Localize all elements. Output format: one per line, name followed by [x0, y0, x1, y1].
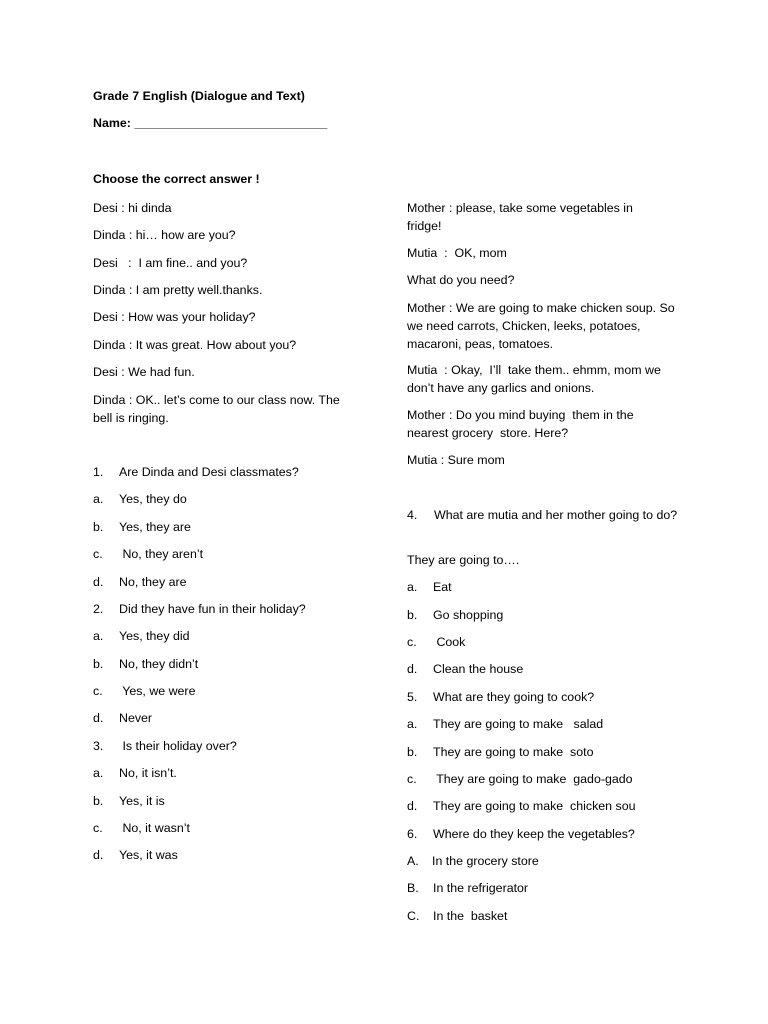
dialogue-line: What do you need?	[407, 273, 515, 287]
item-marker: d.	[93, 848, 104, 862]
item-marker: 1.	[93, 465, 104, 479]
dialogue-line: Desi : We had fun.	[93, 365, 195, 379]
item-text: What are mutia and her mother going to do?	[434, 508, 678, 522]
item-marker: b.	[407, 745, 418, 759]
item-marker: a.	[407, 717, 418, 731]
item-text: Never	[119, 711, 153, 725]
item-text: No, they are	[119, 575, 187, 589]
option-item	[93, 655, 198, 673]
option-item	[407, 770, 633, 788]
item-marker: 2.	[93, 602, 104, 616]
item-marker: a.	[93, 492, 104, 506]
prompt-line	[407, 551, 519, 569]
item-marker: A.	[407, 854, 419, 868]
item-text: No, they aren’t	[119, 547, 204, 561]
option-item	[407, 852, 539, 870]
item-text: They are going to….	[407, 553, 520, 567]
item-text: No, it isn’t.	[119, 766, 177, 780]
option-item	[93, 709, 152, 727]
item-marker: 6.	[407, 827, 418, 841]
item-text: They are going to make chicken sou	[433, 799, 636, 813]
item-text: Cook	[433, 635, 466, 649]
item-text: Is their holiday over?	[119, 739, 237, 753]
item-marker: d.	[93, 575, 104, 589]
option-item	[93, 518, 191, 536]
item-marker: C.	[407, 909, 420, 923]
item-marker: d.	[407, 662, 418, 676]
item-marker: b.	[93, 520, 104, 534]
item-marker: 3.	[93, 739, 104, 753]
option-item	[93, 682, 195, 700]
dialogue-line: Mother : We are going to make chicken soup. So we need carrots, Chicken, leeks, potatoes, macaroni, peas, tomatoes.	[407, 301, 675, 351]
question-item	[93, 463, 299, 481]
item-text: Are Dinda and Desi classmates?	[119, 465, 299, 479]
option-item	[407, 606, 503, 624]
question-item	[93, 737, 237, 755]
option-item	[93, 545, 203, 563]
item-text: Yes, they do	[119, 492, 187, 506]
item-text: What are they going to cook?	[433, 690, 595, 704]
item-marker: a.	[407, 580, 418, 594]
item-text: In the refrigerator	[433, 881, 529, 895]
item-text: No, it wasn’t	[119, 821, 190, 835]
option-item	[93, 573, 187, 591]
item-marker: d.	[407, 799, 418, 813]
question-item	[407, 825, 635, 843]
dialogue-line: Desi : hi dinda	[93, 201, 172, 215]
option-item	[93, 819, 190, 837]
item-marker: c.	[93, 547, 103, 561]
item-text: Yes, they are	[119, 520, 191, 534]
item-text: In the grocery store	[432, 854, 539, 868]
item-marker: a.	[93, 766, 104, 780]
dialogue-line: Mutia : Sure mom	[407, 453, 505, 467]
item-marker: 4.	[407, 508, 418, 522]
item-marker: c.	[407, 635, 417, 649]
option-item	[407, 907, 507, 925]
dialogue-line: Mother : please, take some vegetables in fridge!	[407, 201, 633, 233]
item-text: Yes, it was	[119, 848, 178, 862]
item-text: Eat	[433, 580, 452, 594]
option-item	[93, 490, 187, 508]
dialogue-line: Dinda : OK.. let’s come to our class now. The bell is ringing.	[93, 393, 340, 425]
question-item	[407, 688, 594, 706]
item-marker: c.	[93, 821, 103, 835]
item-marker: b.	[93, 657, 104, 671]
item-text: They are going to make soto	[433, 745, 594, 759]
item-marker: a.	[93, 629, 104, 643]
question-item	[93, 600, 306, 618]
item-text: They are going to make salad	[433, 717, 604, 731]
item-text: Did they have fun in their holiday?	[119, 602, 306, 616]
item-text: Where do they keep the vegetables?	[433, 827, 635, 841]
item-marker: b.	[407, 608, 418, 622]
instruction: Choose the correct answer !	[93, 172, 260, 186]
item-text: They are going to make gado-gado	[433, 772, 633, 786]
item-text: Yes, it is	[119, 794, 165, 808]
option-item	[93, 627, 190, 645]
dialogue-line: Dinda : It was great. How about you?	[93, 338, 297, 352]
option-item	[407, 879, 528, 897]
item-marker: c.	[407, 772, 417, 786]
item-marker: B.	[407, 881, 419, 895]
dialogue-line: Desi : I am fine.. and you?	[93, 256, 248, 270]
option-item	[93, 792, 165, 810]
option-item	[407, 633, 465, 651]
dialogue-line: Desi : How was your holiday?	[93, 310, 256, 324]
item-marker: c.	[93, 684, 103, 698]
question-item	[407, 506, 682, 524]
item-text: In the basket	[433, 909, 508, 923]
option-item	[93, 764, 177, 782]
option-item	[407, 578, 452, 596]
item-marker: 5.	[407, 690, 418, 704]
worksheet-title: Grade 7 English (Dialogue and Text)	[93, 89, 305, 103]
option-item	[407, 797, 636, 815]
dialogue-line: Mutia : OK, mom	[407, 246, 507, 260]
item-text: Yes, we were	[119, 684, 196, 698]
option-item	[93, 846, 178, 864]
item-text: Clean the house	[433, 662, 524, 676]
option-item	[407, 660, 523, 678]
item-text: Go shopping	[433, 608, 504, 622]
name-line	[93, 116, 327, 130]
dialogue-line: Dinda : hi… how are you?	[93, 228, 236, 242]
dialogue-line: Dinda : I am pretty well.thanks.	[93, 283, 263, 297]
item-marker: b.	[93, 794, 104, 808]
name-label: Name:	[93, 116, 135, 130]
item-text: Yes, they did	[119, 629, 190, 643]
option-item	[407, 715, 603, 733]
item-text: No, they didn’t	[119, 657, 199, 671]
dialogue-line: Mutia : Okay, I’ll take them.. ehmm, mom we don’t have any garlics and onions.	[407, 363, 665, 395]
name-blank: ____________________________	[134, 116, 328, 130]
item-marker: d.	[93, 711, 104, 725]
option-item	[407, 743, 593, 761]
dialogue-line: Mother : Do you mind buying them in the nearest grocery store. Here?	[407, 408, 638, 440]
